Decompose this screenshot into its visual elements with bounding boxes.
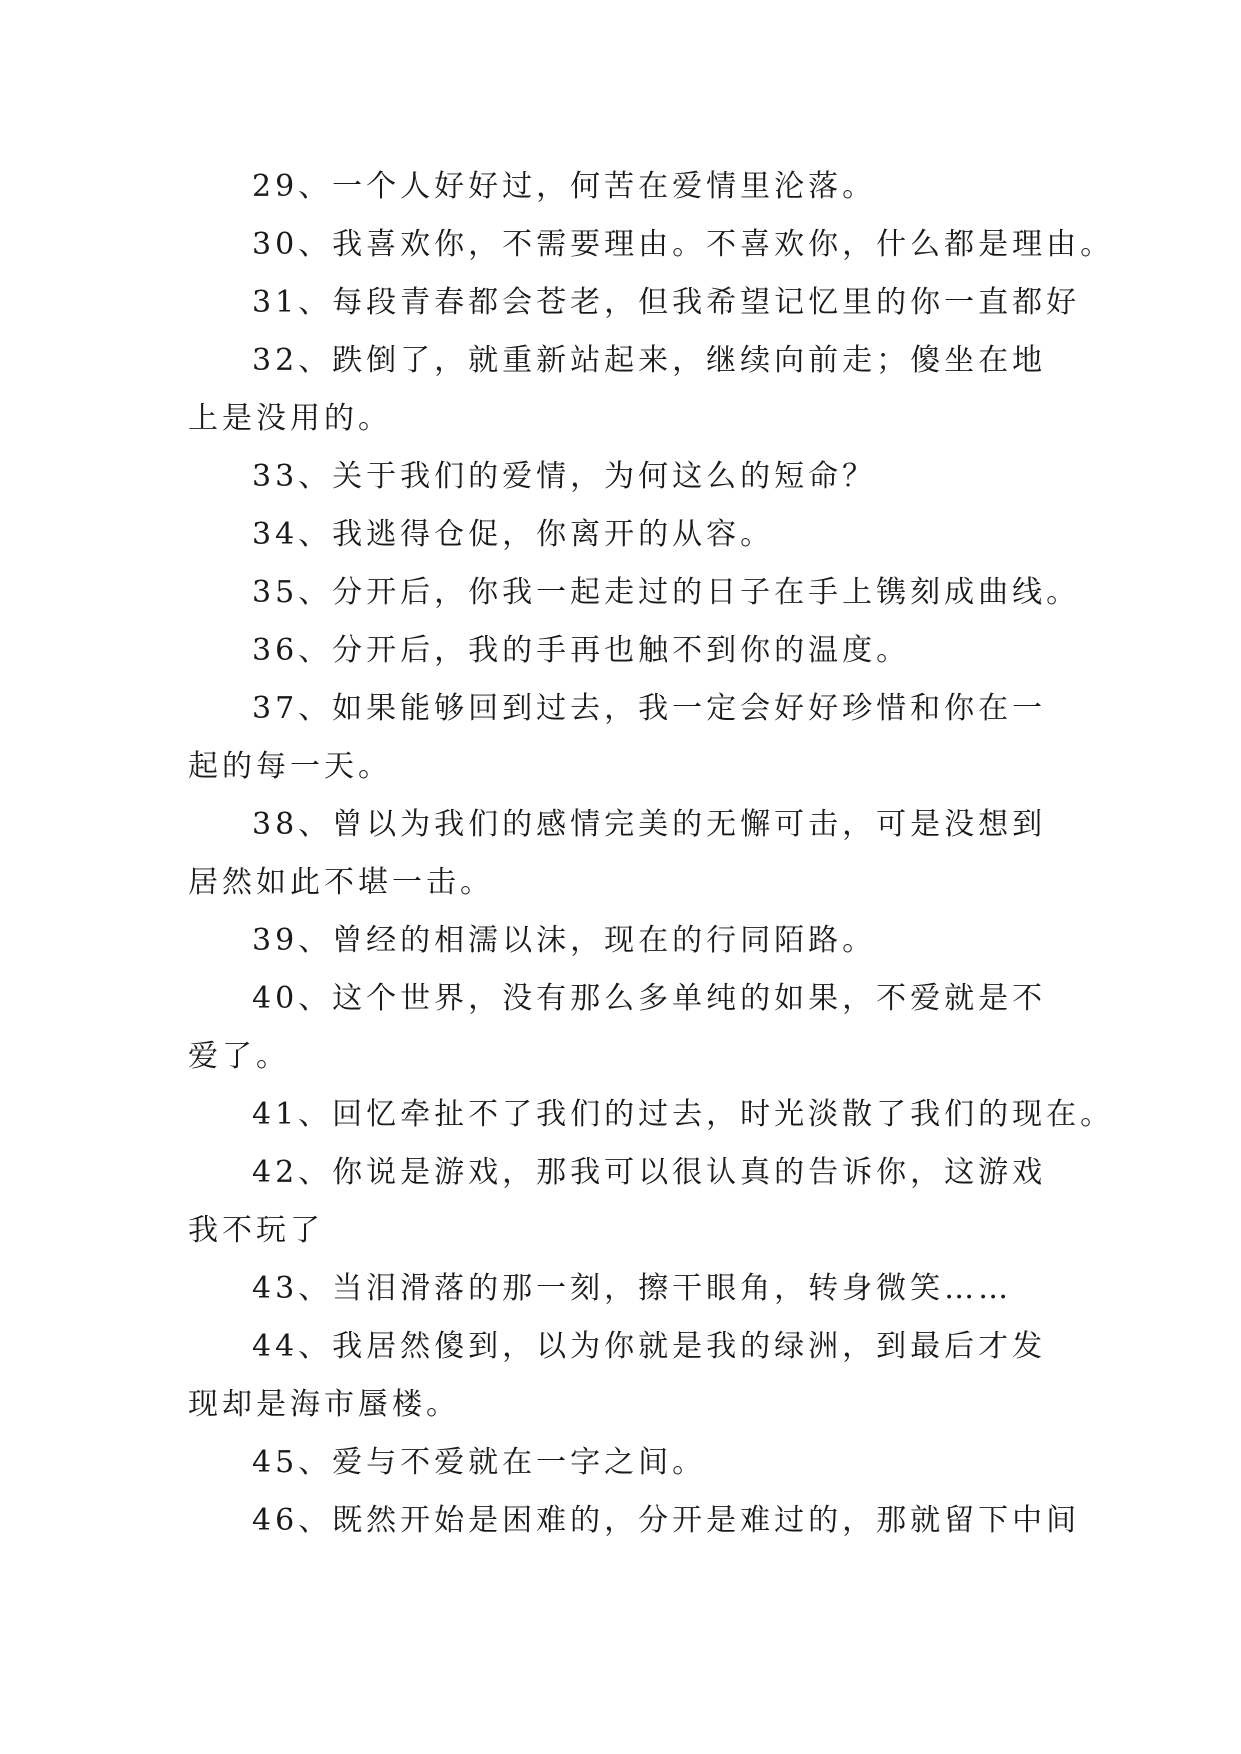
quote-item-43: 43、当泪滑落的那一刻，擦干眼角，转身微笑……: [252, 1271, 1013, 1306]
quote-item-46: 46、既然开始是困难的，分开是难过的，那就留下中间: [252, 1503, 1081, 1538]
quote-item-33: 33、关于我们的爱情，为何这么的短命？: [252, 459, 877, 494]
quote-item-37: 37、如果能够回到过去，我一定会好好珍惜和你在一起的每一天。: [188, 691, 1047, 784]
quote-item-40: 40、这个世界，没有那么多单纯的如果，不爱就是不爱了。: [188, 981, 1047, 1074]
quote-item-44: 44、我居然傻到，以为你就是我的绿洲，到最后才发现却是海市蜃楼。: [188, 1329, 1047, 1422]
quote-item-30: 30、我喜欢你，不需要理由。不喜欢你，什么都是理由。: [252, 227, 1115, 262]
quote-item-39: 39、曾经的相濡以沫，现在的行同陌路。: [252, 923, 877, 958]
quote-item-32: 32、跌倒了，就重新站起来，继续向前走；傻坐在地上是没用的。: [188, 343, 1047, 436]
quote-item-41: 41、回忆牵扯不了我们的过去，时光淡散了我们的现在。: [252, 1097, 1115, 1132]
quote-item-38: 38、曾以为我们的感情完美的无懈可击，可是没想到居然如此不堪一击。: [188, 807, 1047, 900]
quote-item-36: 36、分开后，我的手再也触不到你的温度。: [252, 633, 911, 668]
quote-item-29: 29、一个人好好过，何苦在爱情里沦落。: [252, 169, 877, 204]
quote-item-45: 45、爱与不爱就在一字之间。: [252, 1445, 707, 1480]
document-body: [188, 158, 1115, 1550]
quote-item-42: 42、你说是游戏，那我可以很认真的告诉你，这游戏我不玩了: [188, 1155, 1047, 1248]
quote-item-35: 35、分开后，你我一起走过的日子在手上镌刻成曲线。: [252, 575, 1081, 610]
quote-item-31: 31、每段青春都会苍老，但我希望记忆里的你一直都好: [252, 285, 1081, 320]
quote-item-34: 34、我逃得仓促，你离开的从容。: [252, 517, 775, 552]
